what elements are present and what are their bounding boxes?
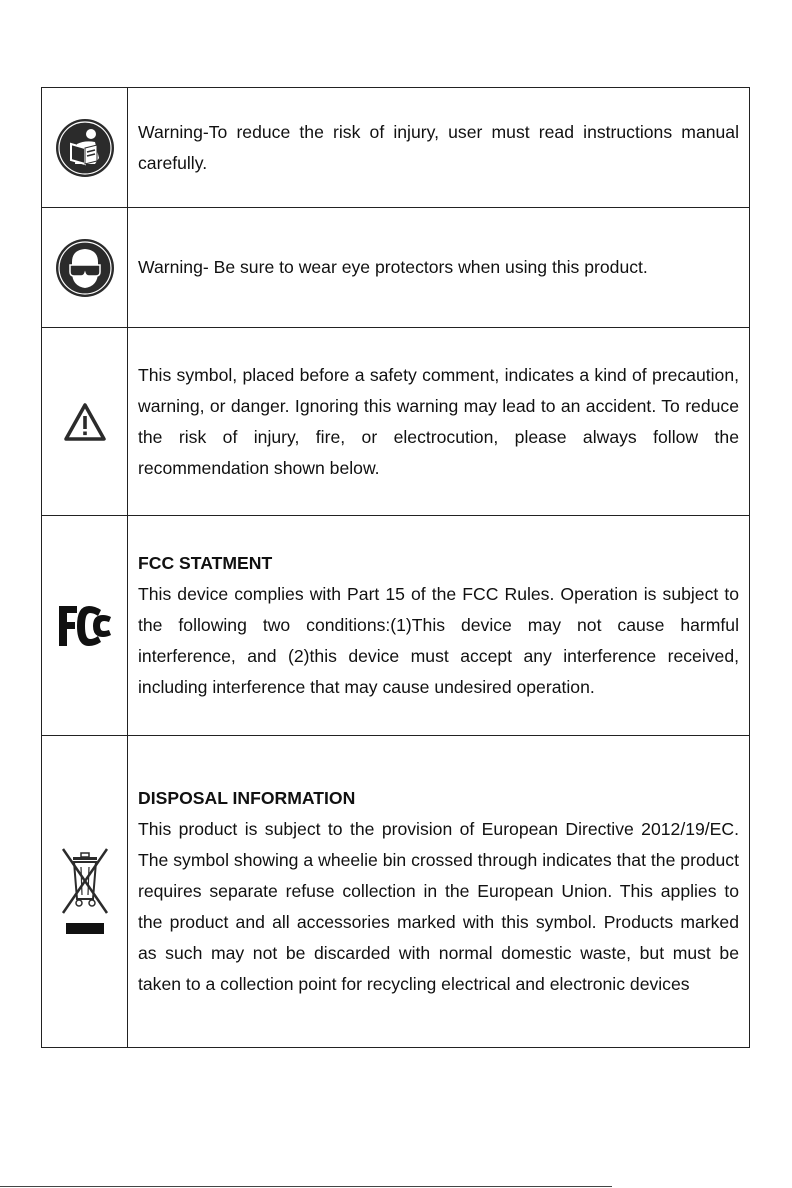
row-text: Warning- Be sure to wear eye protectors when using this product.: [138, 257, 648, 277]
icon-cell: [42, 208, 128, 328]
text-cell: [128, 328, 750, 516]
eye-protection-icon: [42, 238, 127, 298]
table-row: [42, 516, 750, 736]
warning-triangle-icon: [42, 402, 127, 442]
row-text: This product is subject to the provision of European Directive 2012/19/EC. The symbol showing a wheelie bin crossed through indicates that the product requires separate refuse collection in the European Union. This applies to the product and all accessories marked with this symbol. Products marked as such may not be discarded with normal domestic waste, but must be taken to a collection point for recycling electrical and electronic devices: [138, 819, 739, 994]
section-heading: FCC STATMENT: [138, 553, 273, 573]
text-cell: [128, 516, 750, 736]
icon-cell: [42, 88, 128, 208]
safety-symbols-table: [41, 87, 750, 1048]
fcc-logo-icon: [42, 604, 127, 648]
text-cell: [128, 208, 750, 328]
table-row: [42, 328, 750, 516]
table-row: [42, 736, 750, 1048]
table-row: [42, 88, 750, 208]
text-cell: [128, 736, 750, 1048]
section-heading: DISPOSAL INFORMATION: [138, 788, 356, 808]
icon-cell: [42, 328, 128, 516]
icon-cell: [42, 516, 128, 736]
crossed-wheelie-bin-icon: [42, 847, 127, 937]
table-row: [42, 208, 750, 328]
footer-rule: [0, 1186, 612, 1187]
text-cell: [128, 88, 750, 208]
icon-cell: [42, 736, 128, 1048]
row-text: Warning-To reduce the risk of injury, user must read instructions manual carefully.: [138, 121, 739, 173]
read-manual-icon: [42, 118, 127, 178]
row-text: This symbol, placed before a safety comment, indicates a kind of precaution, warning, or danger. Ignoring this warning may lead to an accident. To reduce the risk of injury, fire, or electrocution, please always follow the recommendation shown below.: [138, 364, 739, 478]
row-text: This device complies with Part 15 of the FCC Rules. Operation is subject to the following two conditions:(1)This device may not cause harmful interference, and (2)this device must accept any interference received, including interference that may cause undesired operation.: [138, 584, 739, 697]
